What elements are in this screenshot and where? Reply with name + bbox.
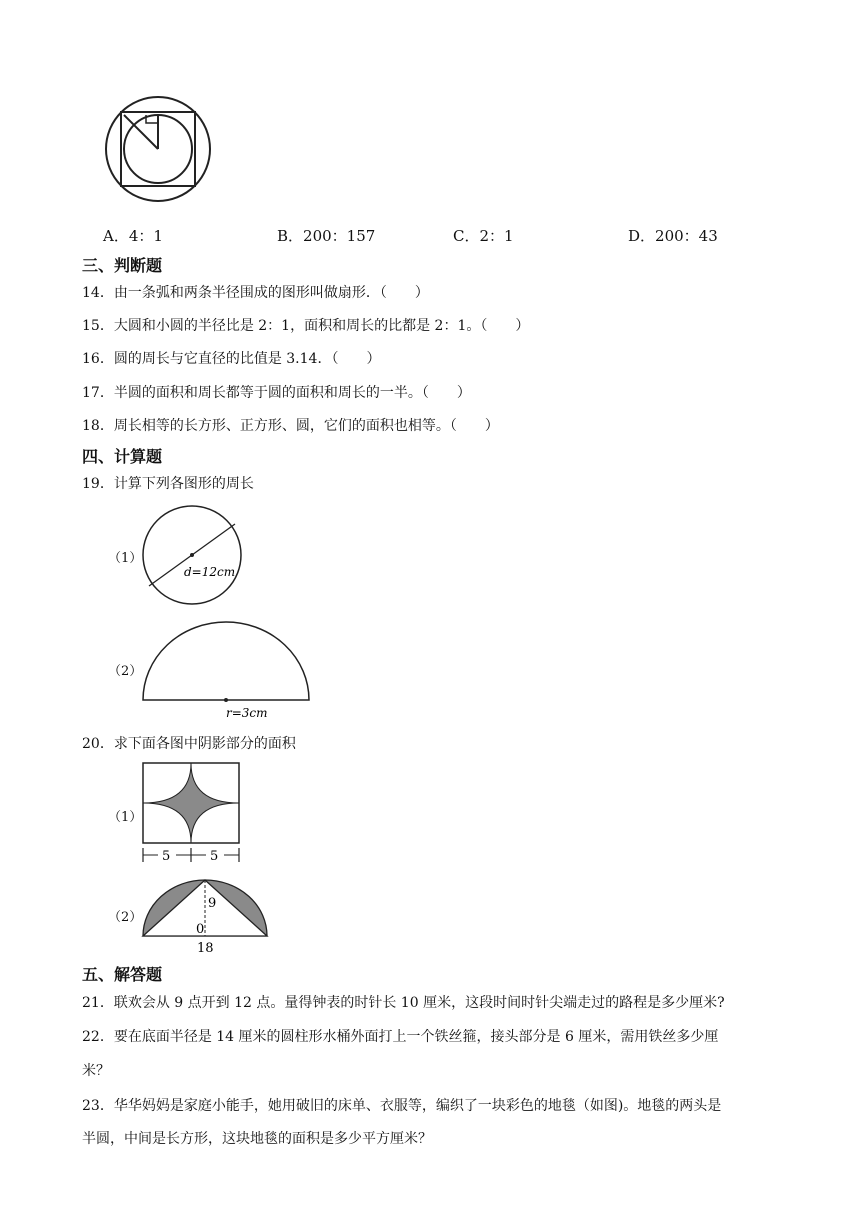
radius-measure: r=3cm <box>226 706 268 720</box>
section-judge-heading: 三、判断题 <box>82 256 163 275</box>
center-point <box>224 698 228 702</box>
question-17: 17．半圆的面积和周长都等于圆的面积和周长的一半。（ ） <box>82 385 471 401</box>
q20-fig2-label: （2） <box>108 910 143 925</box>
question-18: 18．周长相等的长方形、正方形、圆，它们的面积也相等。（ ） <box>82 418 499 434</box>
option-d[interactable]: D．200：43 <box>628 227 718 245</box>
question-16: 16．圆的周长与它直径的比值是 3.14．（ ） <box>82 351 381 367</box>
center-point <box>190 553 194 557</box>
question-14: 14．由一条弧和两条半径围成的图形叫做扇形．（ ） <box>82 285 429 301</box>
dim-label-b: 5 <box>210 849 219 864</box>
option-a[interactable]: A．4：1 <box>103 227 163 245</box>
height-label: 9 <box>208 896 217 911</box>
q19-fig2-label: （2） <box>108 664 143 679</box>
section-calc-heading: 四、计算题 <box>82 447 163 466</box>
option-c[interactable]: C．2：1 <box>453 227 514 245</box>
question-23: 23．华华妈妈是家庭小能手，她用破旧的床单、衣服等，编织了一块彩色的地毯（如图)。地毯的两头是 <box>82 1098 722 1114</box>
q19-fig1-label: （1） <box>108 551 143 566</box>
question-22: 22．要在底面半径是 14 厘米的圆柱形水桶外面打上一个铁丝箍，接头部分是 6 厘米，需用铁丝多少厘 <box>82 1029 719 1045</box>
center-label: 0 <box>196 922 205 937</box>
question-20: 20．求下面各图中阴影部分的面积 <box>82 736 296 752</box>
base-label: 18 <box>197 941 214 956</box>
circle-square-figure <box>100 95 220 205</box>
section-solve-heading: 五、解答题 <box>82 965 163 984</box>
q20-semicircle-triangle-figure <box>140 872 280 957</box>
semicircle <box>143 622 309 700</box>
option-b[interactable]: B．200：157 <box>277 227 376 245</box>
question-21: 21．联欢会从 9 点开到 12 点。量得钟表的时针长 10 厘米，这段时间时针尖端走过的路程是多少厘米? <box>82 995 725 1011</box>
question-23-cont: 半圆，中间是长方形，这块地毯的面积是多少平方厘米？ <box>82 1131 432 1147</box>
shaded-star <box>143 763 239 843</box>
q19-semicircle-figure <box>140 620 320 720</box>
q20-square-star-figure <box>140 760 250 870</box>
q19-circle-figure <box>140 502 250 612</box>
question-19: 19．计算下列各图形的周长 <box>82 476 254 492</box>
dim-label-a: 5 <box>162 849 171 864</box>
question-22-cont: 米？ <box>82 1063 110 1079</box>
question-15: 15．大圆和小圆的半径比是 2：1，面积和周长的比都是 2：1。（ ） <box>82 318 530 334</box>
q20-fig1-label: （1） <box>108 810 143 825</box>
diameter-measure: d=12cm <box>184 565 236 579</box>
